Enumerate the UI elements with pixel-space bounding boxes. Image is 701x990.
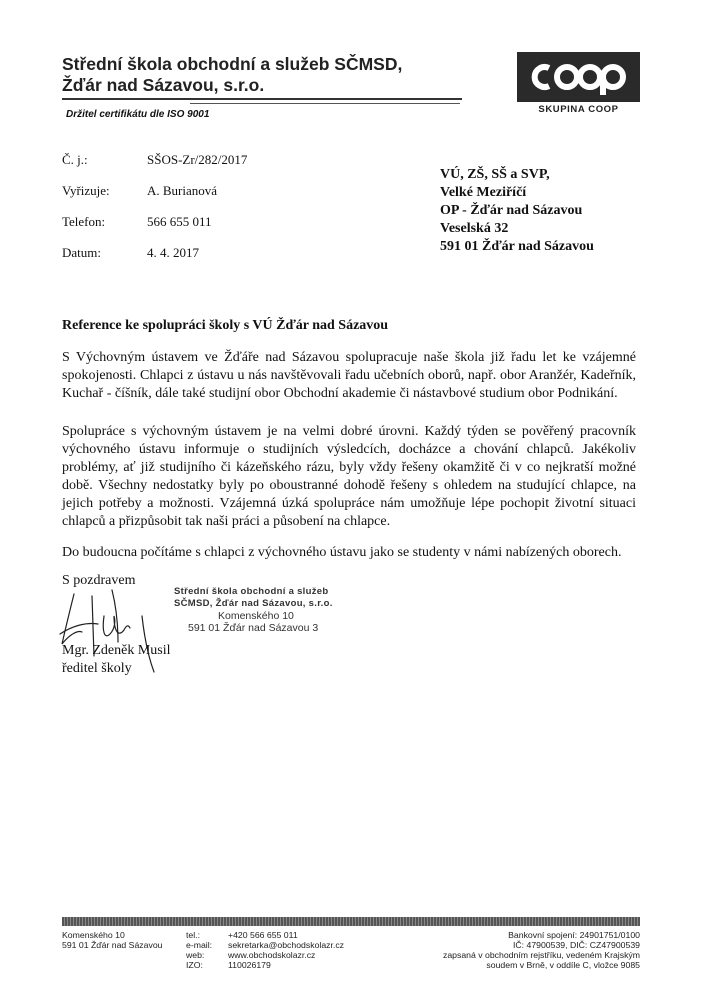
footer-register: soudem v Brně, v oddíle C, vložce 9085 xyxy=(486,960,640,970)
signer-name: Mgr. Zdeněk Musil xyxy=(62,643,171,658)
date-value: 4. 4. 2017 xyxy=(147,245,199,260)
handled-by-value: A. Burianová xyxy=(147,183,218,198)
footer-ico: IČ: 47900539, DIČ: CZ47900539 xyxy=(512,940,640,950)
coop-logo-mark xyxy=(527,59,631,95)
stamp-line: 591 01 Žďár nad Sázavou 3 xyxy=(188,622,319,634)
coop-logo xyxy=(517,52,640,102)
iso-certificate-note: Držitel certifikátu dle ISO 9001 xyxy=(66,109,210,120)
footer-registration xyxy=(443,930,640,970)
paragraph-1: S Výchovným ústavem ve Žďáře nad Sázavou spolupracuje naše škola již řadu let ke vzájemné spokojenosti. Chlapci z ústavu u nás navštěvovali řadu učebních oborů, např. obor Aranžér, Kadeřník, Kuchař - číšník, dále také studijní obor Obchodní akademie či nástavbové studium obor Podnikání. xyxy=(62,350,636,401)
recipient-address xyxy=(440,166,594,256)
footer-register: zapsaná v obchodním rejstříku, vedeném Krajským xyxy=(442,950,640,960)
phone-label: Telefon: xyxy=(62,214,106,229)
ref-number-label: Č. j.: xyxy=(62,152,88,167)
header-subrule xyxy=(190,103,460,104)
school-name-line2: Žďár nad Sázavou, s.r.o. xyxy=(62,75,265,95)
signer-block xyxy=(62,642,171,678)
paragraph-3: Do budoucna počítáme s chlapci z výchovného ústavu jako se studenty v námi nabízených oborech. xyxy=(62,545,622,560)
address-line: Velké Meziříčí xyxy=(440,185,527,200)
footer-address-line: 591 01 Žďár nad Sázavou xyxy=(62,940,163,950)
footer-web: www.obchodskolazr.cz xyxy=(228,950,316,960)
footer-email: sekretarka@obchodskolazr.cz xyxy=(228,940,345,950)
paragraph-2: Spolupráce s výchovným ústavem je na velmi dobré úrovni. Každý týden se pověřený pracovník výchovného ústavu informuje o studijních výsledcích, docházce a chování chlapců. Jakékoliv problémy, ať již studijního či kázeňského rázu, byly vždy řešeny okamžitě či v co nejkratší možné době. Všechny nedostatky byly po oboustranné dohodě řešeny s ohledem na studující chlapce, na jejich potřeby a možnosti. Vzájemná úzká spolupráce nám umožňuje lépe pochopit životní situaci chlapců a přizpůsobit tak naši práci a působení na chlapce. xyxy=(62,424,636,529)
footer-contact-values xyxy=(228,930,344,970)
school-name-line1: Střední škola obchodní a služeb SČMSD, xyxy=(62,54,403,74)
date-label: Datum: xyxy=(62,245,101,260)
footer-bank: Bankovní spojení: 24901751/0100 xyxy=(508,930,640,940)
footer-label: web: xyxy=(186,950,205,960)
address-line: Veselská 32 xyxy=(440,221,509,236)
footer xyxy=(62,930,640,978)
school-stamp xyxy=(174,586,333,634)
stamp-line: Komenského 10 xyxy=(218,610,294,622)
header-rule xyxy=(62,98,462,100)
address-line: OP - Žďár nad Sázavou xyxy=(440,203,583,218)
footer-label: tel.: xyxy=(186,930,201,940)
footer-izo: 110026179 xyxy=(228,960,271,970)
stamp-line: SČMSD, Žďár nad Sázavou, s.r.o. xyxy=(174,598,333,609)
coop-group-label: SKUPINA COOP xyxy=(538,104,619,115)
letter-subject: Reference ke spolupráci školy s VÚ Žďár nad Sázavou xyxy=(62,318,389,333)
address-line: 591 01 Žďár nad Sázavou xyxy=(440,239,594,254)
footer-bar xyxy=(62,917,640,926)
footer-phone: +420 566 655 011 xyxy=(228,930,298,940)
footer-address-line: Komenského 10 xyxy=(62,930,125,940)
footer-label: e-mail: xyxy=(186,940,213,950)
closing-greeting: S pozdravem xyxy=(62,573,136,588)
address-line: VÚ, ZŠ, SŠ a SVP, xyxy=(440,167,550,182)
footer-address xyxy=(62,930,163,950)
stamp-line: Střední škola obchodní a služeb xyxy=(174,586,329,597)
phone-value: 566 655 011 xyxy=(147,214,212,229)
footer-contact-labels xyxy=(186,930,212,970)
school-name xyxy=(62,54,402,96)
signer-title: ředitel školy xyxy=(62,661,132,676)
handled-by-label: Vyřizuje: xyxy=(62,183,110,198)
footer-label: IZO: xyxy=(186,960,203,970)
ref-number-value: SŠOS-Zr/282/2017 xyxy=(147,152,248,167)
